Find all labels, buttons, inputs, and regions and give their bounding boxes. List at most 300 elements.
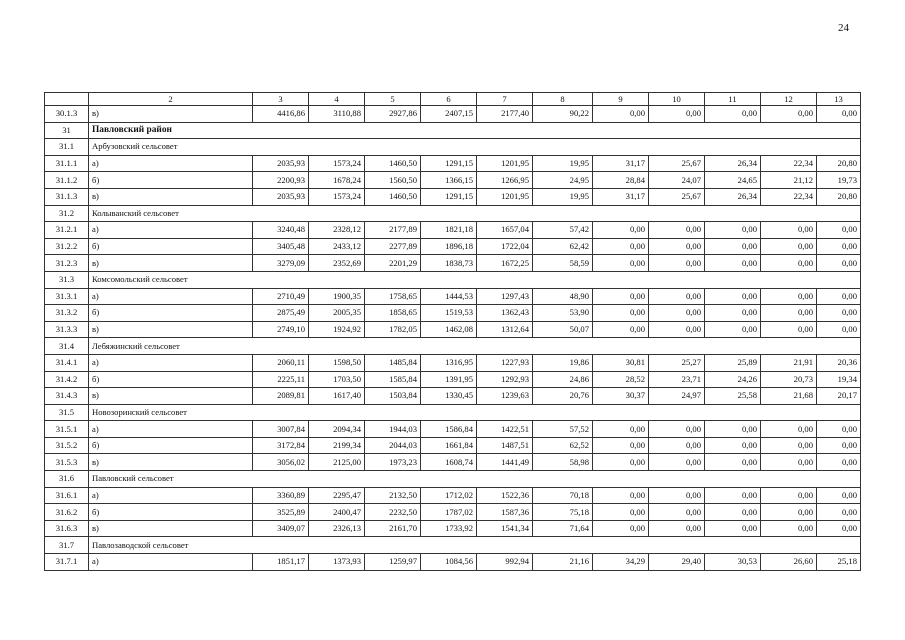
row-code: 30.1.3 [45, 106, 89, 123]
value-cell: 0,00 [761, 288, 817, 305]
row-code: 31 [45, 122, 89, 139]
row-code: 31.4.3 [45, 388, 89, 405]
value-cell: 0,00 [649, 520, 705, 537]
row-code: 31.1.3 [45, 188, 89, 205]
value-cell: 24,86 [533, 371, 593, 388]
table-row [45, 188, 861, 205]
row-code: 31.7 [45, 537, 89, 554]
table-row [45, 487, 861, 504]
table-row [45, 421, 861, 438]
table-row [45, 305, 861, 322]
value-cell: 3525,89 [253, 504, 309, 521]
value-cell: 0,00 [593, 238, 649, 255]
value-cell: 1712,02 [421, 487, 477, 504]
value-cell: 20,73 [761, 371, 817, 388]
header-cell: 8 [533, 93, 593, 106]
value-cell: 1657,04 [477, 222, 533, 239]
value-cell: 28,84 [593, 172, 649, 189]
value-cell: 58,59 [533, 255, 593, 272]
row-code: 31.2.3 [45, 255, 89, 272]
value-cell: 1292,93 [477, 371, 533, 388]
table-row [45, 238, 861, 255]
value-cell: 24,65 [705, 172, 761, 189]
header-row [45, 93, 861, 106]
value-cell: 19,86 [533, 354, 593, 371]
value-cell: 1787,02 [421, 504, 477, 521]
settlement-name: Колыванский сельсовет [89, 205, 861, 222]
value-cell: 1586,84 [421, 421, 477, 438]
row-code: 31.2.2 [45, 238, 89, 255]
row-label: в) [89, 321, 253, 338]
value-cell: 0,00 [593, 222, 649, 239]
value-cell: 2132,50 [365, 487, 421, 504]
value-cell: 31,17 [593, 155, 649, 172]
value-cell: 34,29 [593, 554, 649, 571]
table-row [45, 155, 861, 172]
row-label: б) [89, 371, 253, 388]
value-cell: 1924,92 [309, 321, 365, 338]
row-label: а) [89, 554, 253, 571]
table-row [45, 388, 861, 405]
value-cell: 0,00 [649, 288, 705, 305]
value-cell: 0,00 [649, 487, 705, 504]
value-cell: 25,18 [817, 554, 861, 571]
value-cell: 62,42 [533, 238, 593, 255]
row-label: а) [89, 487, 253, 504]
value-cell: 1366,15 [421, 172, 477, 189]
row-label: б) [89, 238, 253, 255]
value-cell: 3110,88 [309, 106, 365, 123]
row-label: б) [89, 305, 253, 322]
value-cell: 75,18 [533, 504, 593, 521]
header-cell: 12 [761, 93, 817, 106]
value-cell: 1838,73 [421, 255, 477, 272]
value-cell: 2060,11 [253, 354, 309, 371]
value-cell: 57,52 [533, 421, 593, 438]
value-cell: 3279,09 [253, 255, 309, 272]
table-row [45, 371, 861, 388]
value-cell: 2326,13 [309, 520, 365, 537]
value-cell: 2407,15 [421, 106, 477, 123]
value-cell: 1672,25 [477, 255, 533, 272]
value-cell: 0,00 [817, 288, 861, 305]
settlement-name: Павлозаводской сельсовет [89, 537, 861, 554]
table-row [45, 321, 861, 338]
value-cell: 2094,34 [309, 421, 365, 438]
value-cell: 0,00 [649, 106, 705, 123]
row-label: б) [89, 172, 253, 189]
value-cell: 1422,51 [477, 421, 533, 438]
value-cell: 1444,53 [421, 288, 477, 305]
value-cell: 1661,84 [421, 437, 477, 454]
row-label: в) [89, 106, 253, 123]
value-cell: 20,36 [817, 354, 861, 371]
value-cell: 1608,74 [421, 454, 477, 471]
value-cell: 0,00 [593, 321, 649, 338]
value-cell: 1460,50 [365, 188, 421, 205]
value-cell: 2400,47 [309, 504, 365, 521]
value-cell: 58,98 [533, 454, 593, 471]
value-cell: 0,00 [705, 504, 761, 521]
value-cell: 0,00 [649, 222, 705, 239]
value-cell: 3007,84 [253, 421, 309, 438]
value-cell: 0,00 [705, 421, 761, 438]
value-cell: 0,00 [761, 222, 817, 239]
row-code: 31.1 [45, 139, 89, 156]
page-number: 24 [838, 22, 849, 34]
value-cell: 0,00 [593, 305, 649, 322]
value-cell: 0,00 [705, 222, 761, 239]
row-label: в) [89, 388, 253, 405]
value-cell: 90,22 [533, 106, 593, 123]
value-cell: 3405,48 [253, 238, 309, 255]
row-code: 31.1.2 [45, 172, 89, 189]
value-cell: 2927,86 [365, 106, 421, 123]
row-code: 31.2.1 [45, 222, 89, 239]
value-cell: 57,42 [533, 222, 593, 239]
value-cell: 2035,93 [253, 188, 309, 205]
value-cell: 20,76 [533, 388, 593, 405]
header-cell: 11 [705, 93, 761, 106]
value-cell: 20,17 [817, 388, 861, 405]
row-label: в) [89, 454, 253, 471]
value-cell: 22,34 [761, 188, 817, 205]
table-body [45, 93, 861, 571]
value-cell: 1944,03 [365, 421, 421, 438]
value-cell: 0,00 [649, 305, 705, 322]
value-cell: 2177,40 [477, 106, 533, 123]
settlement-name: Лебяжинский сельсовет [89, 338, 861, 355]
value-cell: 25,89 [705, 354, 761, 371]
value-cell: 25,67 [649, 155, 705, 172]
value-cell: 0,00 [593, 487, 649, 504]
value-cell: 48,90 [533, 288, 593, 305]
value-cell: 1291,15 [421, 155, 477, 172]
value-cell: 2035,93 [253, 155, 309, 172]
value-cell: 0,00 [593, 504, 649, 521]
value-cell: 0,00 [761, 305, 817, 322]
value-cell: 0,00 [817, 106, 861, 123]
value-cell: 24,26 [705, 371, 761, 388]
header-cell: 7 [477, 93, 533, 106]
value-cell: 19,34 [817, 371, 861, 388]
value-cell: 2177,89 [365, 222, 421, 239]
settlement-name: Павловский сельсовет [89, 471, 861, 488]
value-cell: 2225,11 [253, 371, 309, 388]
header-cell: 9 [593, 93, 649, 106]
value-cell: 1330,45 [421, 388, 477, 405]
settlement-row [45, 404, 861, 421]
value-cell: 2433,12 [309, 238, 365, 255]
value-cell: 0,00 [649, 321, 705, 338]
value-cell: 2201,29 [365, 255, 421, 272]
value-cell: 1227,93 [477, 354, 533, 371]
row-code: 31.6.3 [45, 520, 89, 537]
value-cell: 2710,49 [253, 288, 309, 305]
value-cell: 0,00 [761, 437, 817, 454]
row-label: а) [89, 421, 253, 438]
value-cell: 0,00 [761, 504, 817, 521]
value-cell: 21,68 [761, 388, 817, 405]
value-cell: 0,00 [705, 305, 761, 322]
row-code: 31.5.1 [45, 421, 89, 438]
table-row [45, 354, 861, 371]
header-cell: 4 [309, 93, 365, 106]
row-code: 31.6.2 [45, 504, 89, 521]
value-cell: 1896,18 [421, 238, 477, 255]
value-cell: 0,00 [705, 437, 761, 454]
value-cell: 0,00 [705, 238, 761, 255]
value-cell: 1522,36 [477, 487, 533, 504]
value-cell: 2005,35 [309, 305, 365, 322]
value-cell: 20,80 [817, 188, 861, 205]
value-cell: 1316,95 [421, 354, 477, 371]
table-row [45, 504, 861, 521]
row-code: 31.3.3 [45, 321, 89, 338]
row-label: в) [89, 520, 253, 537]
value-cell: 0,00 [593, 437, 649, 454]
row-code: 31.3.2 [45, 305, 89, 322]
value-cell: 24,97 [649, 388, 705, 405]
value-cell: 1266,95 [477, 172, 533, 189]
row-code: 31.7.1 [45, 554, 89, 571]
value-cell: 70,18 [533, 487, 593, 504]
value-cell: 0,00 [817, 454, 861, 471]
tariff-table [44, 92, 861, 571]
row-label: а) [89, 288, 253, 305]
value-cell: 30,81 [593, 354, 649, 371]
header-cell: 10 [649, 93, 705, 106]
value-cell: 0,00 [593, 520, 649, 537]
value-cell: 0,00 [817, 305, 861, 322]
header-cell: 13 [817, 93, 861, 106]
value-cell: 2044,03 [365, 437, 421, 454]
value-cell: 1503,84 [365, 388, 421, 405]
value-cell: 1678,24 [309, 172, 365, 189]
value-cell: 1782,05 [365, 321, 421, 338]
settlement-row [45, 338, 861, 355]
value-cell: 20,80 [817, 155, 861, 172]
table-row [45, 106, 861, 123]
value-cell: 29,40 [649, 554, 705, 571]
value-cell: 3409,07 [253, 520, 309, 537]
value-cell: 1291,15 [421, 188, 477, 205]
value-cell: 1585,84 [365, 371, 421, 388]
header-cell: 2 [89, 93, 253, 106]
value-cell: 0,00 [817, 504, 861, 521]
table-row [45, 172, 861, 189]
row-code: 31.1.1 [45, 155, 89, 172]
value-cell: 1487,51 [477, 437, 533, 454]
value-cell: 0,00 [761, 255, 817, 272]
value-cell: 0,00 [761, 106, 817, 123]
value-cell: 2277,89 [365, 238, 421, 255]
value-cell: 0,00 [761, 487, 817, 504]
value-cell: 0,00 [649, 238, 705, 255]
value-cell: 2125,00 [309, 454, 365, 471]
value-cell: 0,00 [649, 454, 705, 471]
value-cell: 25,27 [649, 354, 705, 371]
value-cell: 2199,34 [309, 437, 365, 454]
value-cell: 19,73 [817, 172, 861, 189]
row-code: 31.3 [45, 271, 89, 288]
row-label: в) [89, 188, 253, 205]
table-row [45, 437, 861, 454]
value-cell: 2232,50 [365, 504, 421, 521]
table-row [45, 288, 861, 305]
value-cell: 1573,24 [309, 155, 365, 172]
value-cell: 1312,64 [477, 321, 533, 338]
value-cell: 0,00 [761, 454, 817, 471]
row-code: 31.4.1 [45, 354, 89, 371]
value-cell: 31,17 [593, 188, 649, 205]
header-cell: 3 [253, 93, 309, 106]
value-cell: 26,34 [705, 155, 761, 172]
value-cell: 2089,81 [253, 388, 309, 405]
row-code: 31.5 [45, 404, 89, 421]
value-cell: 2352,69 [309, 255, 365, 272]
value-cell: 0,00 [705, 454, 761, 471]
value-cell: 1851,17 [253, 554, 309, 571]
value-cell: 0,00 [705, 255, 761, 272]
value-cell: 0,00 [649, 504, 705, 521]
header-cell: 6 [421, 93, 477, 106]
value-cell: 0,00 [593, 454, 649, 471]
value-cell: 0,00 [593, 421, 649, 438]
value-cell: 28,52 [593, 371, 649, 388]
value-cell: 0,00 [817, 321, 861, 338]
value-cell: 26,60 [761, 554, 817, 571]
value-cell: 1973,23 [365, 454, 421, 471]
settlement-row [45, 139, 861, 156]
table-row [45, 255, 861, 272]
value-cell: 1598,50 [309, 354, 365, 371]
value-cell: 0,00 [817, 421, 861, 438]
settlement-row [45, 205, 861, 222]
value-cell: 0,00 [817, 437, 861, 454]
value-cell: 4416,86 [253, 106, 309, 123]
row-code: 31.4 [45, 338, 89, 355]
settlement-row [45, 471, 861, 488]
row-code: 31.5.2 [45, 437, 89, 454]
value-cell: 992,94 [477, 554, 533, 571]
row-code: 31.5.3 [45, 454, 89, 471]
row-code: 31.6 [45, 471, 89, 488]
value-cell: 1587,36 [477, 504, 533, 521]
value-cell: 0,00 [705, 487, 761, 504]
settlement-name: Комсомольский сельсовет [89, 271, 861, 288]
value-cell: 71,64 [533, 520, 593, 537]
value-cell: 1373,93 [309, 554, 365, 571]
value-cell: 0,00 [817, 520, 861, 537]
district-row [45, 122, 861, 139]
value-cell: 1460,50 [365, 155, 421, 172]
value-cell: 23,71 [649, 371, 705, 388]
table-row [45, 454, 861, 471]
value-cell: 2875,49 [253, 305, 309, 322]
value-cell: 1821,18 [421, 222, 477, 239]
value-cell: 0,00 [593, 106, 649, 123]
row-label: а) [89, 155, 253, 172]
value-cell: 0,00 [705, 520, 761, 537]
value-cell: 1485,84 [365, 354, 421, 371]
value-cell: 22,34 [761, 155, 817, 172]
table-row [45, 554, 861, 571]
row-code: 31.3.1 [45, 288, 89, 305]
value-cell: 1560,50 [365, 172, 421, 189]
value-cell: 24,95 [533, 172, 593, 189]
value-cell: 1297,43 [477, 288, 533, 305]
row-label: б) [89, 504, 253, 521]
value-cell: 1441,49 [477, 454, 533, 471]
value-cell: 1201,95 [477, 188, 533, 205]
value-cell: 1703,50 [309, 371, 365, 388]
row-label: б) [89, 437, 253, 454]
value-cell: 21,12 [761, 172, 817, 189]
value-cell: 1758,65 [365, 288, 421, 305]
value-cell: 1519,53 [421, 305, 477, 322]
value-cell: 19,95 [533, 155, 593, 172]
value-cell: 1541,34 [477, 520, 533, 537]
value-cell: 1462,08 [421, 321, 477, 338]
value-cell: 1259,97 [365, 554, 421, 571]
value-cell: 0,00 [817, 238, 861, 255]
value-cell: 53,90 [533, 305, 593, 322]
value-cell: 26,34 [705, 188, 761, 205]
row-code: 31.2 [45, 205, 89, 222]
value-cell: 1617,40 [309, 388, 365, 405]
value-cell: 1722,04 [477, 238, 533, 255]
value-cell: 2295,47 [309, 487, 365, 504]
value-cell: 1239,63 [477, 388, 533, 405]
value-cell: 0,00 [649, 255, 705, 272]
value-cell: 3240,48 [253, 222, 309, 239]
settlement-row [45, 271, 861, 288]
value-cell: 24,07 [649, 172, 705, 189]
value-cell: 1858,65 [365, 305, 421, 322]
value-cell: 2749,10 [253, 321, 309, 338]
value-cell: 1201,95 [477, 155, 533, 172]
value-cell: 1391,95 [421, 371, 477, 388]
value-cell: 0,00 [761, 421, 817, 438]
value-cell: 2161,70 [365, 520, 421, 537]
value-cell: 0,00 [705, 288, 761, 305]
value-cell: 0,00 [761, 238, 817, 255]
header-cell: 5 [365, 93, 421, 106]
value-cell: 62,52 [533, 437, 593, 454]
value-cell: 25,67 [649, 188, 705, 205]
row-code: 31.6.1 [45, 487, 89, 504]
value-cell: 1573,24 [309, 188, 365, 205]
value-cell: 0,00 [761, 321, 817, 338]
value-cell: 0,00 [649, 437, 705, 454]
value-cell: 0,00 [817, 222, 861, 239]
row-label: а) [89, 222, 253, 239]
value-cell: 0,00 [649, 421, 705, 438]
value-cell: 2328,12 [309, 222, 365, 239]
settlement-name: Новозоринский сельсовет [89, 404, 861, 421]
row-label: в) [89, 255, 253, 272]
district-name: Павловский район [89, 122, 861, 139]
value-cell: 0,00 [817, 255, 861, 272]
value-cell: 3172,84 [253, 437, 309, 454]
settlement-row [45, 537, 861, 554]
value-cell: 21,91 [761, 354, 817, 371]
value-cell: 0,00 [705, 106, 761, 123]
value-cell: 30,53 [705, 554, 761, 571]
value-cell: 19,95 [533, 188, 593, 205]
value-cell: 1362,43 [477, 305, 533, 322]
